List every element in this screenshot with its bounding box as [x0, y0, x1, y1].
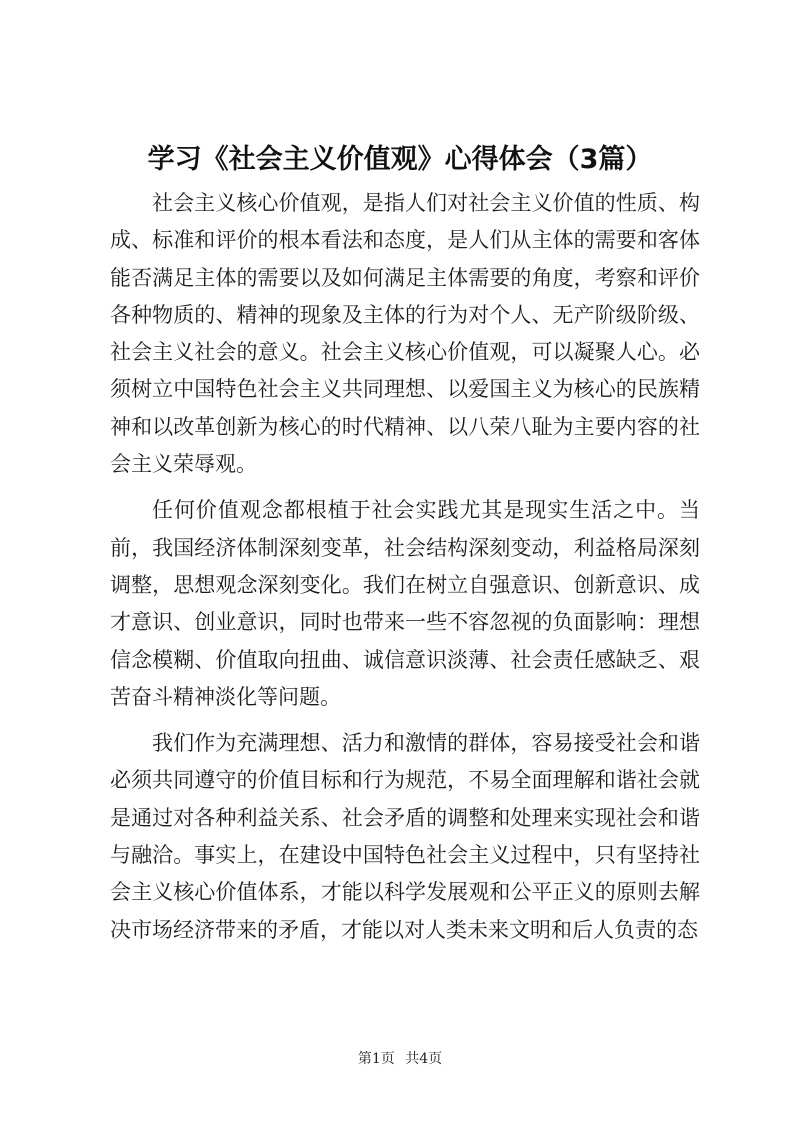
total-pages: 共4页 [405, 1051, 443, 1067]
paragraph-2: 任何价值观念都根植于社会实践尤其是现实生活之中。当前，我国经济体制深刻变革，社会结构深刻变动，利益格局深刻调整，思想观念深刻变化。我们在树立自强意识、创新意识、成才意识、创业意识，同时也带来一些不容忽视的负面影响：理想信念模糊、价值取向扭曲、诚信意识淡薄、社会责任感缺乏、艰苦奋斗精神淡化等问题。 [110, 498, 700, 709]
document-title: 学习《社会主义价值观》心得体会（3篇） [147, 144, 653, 175]
page-number: 第1页 [357, 1051, 395, 1067]
paragraph-1: 社会主义核心价值观，是指人们对社会主义价值的性质、构成、标准和评价的根本看法和态度，是人们从主体的需要和客体能否满足主体的需要以及如何满足主体需要的角度，考察和评价各种物质的、精神的现象及主体的行为对个人、无产阶级阶级、社会主义社会的意义。社会主义核心价值观，可以凝聚人心。必须树立中国特色社会主义共同理想、以爱国主义为核心的民族精神和以改革创新为核心的时代精神、以八荣八耻为主要内容的社会主义荣辱观。 [110, 191, 700, 477]
document-body [110, 185, 700, 958]
page-footer [0, 1049, 800, 1069]
paragraph-3: 我们作为充满理想、活力和激情的群体，容易接受社会和谐必须共同遵守的价值目标和行为规范，不易全面理解和谐社会就是通过对各种利益关系、社会矛盾的调整和处理来实现社会和谐与融洽。事实上，在建设中国特色社会主义过程中，只有坚持社会主义核心价值体系，才能以科学发展观和公平正义的原则去解决市场经济带来的矛盾，才能以对人类未来文明和后人负责的态 [110, 731, 700, 942]
